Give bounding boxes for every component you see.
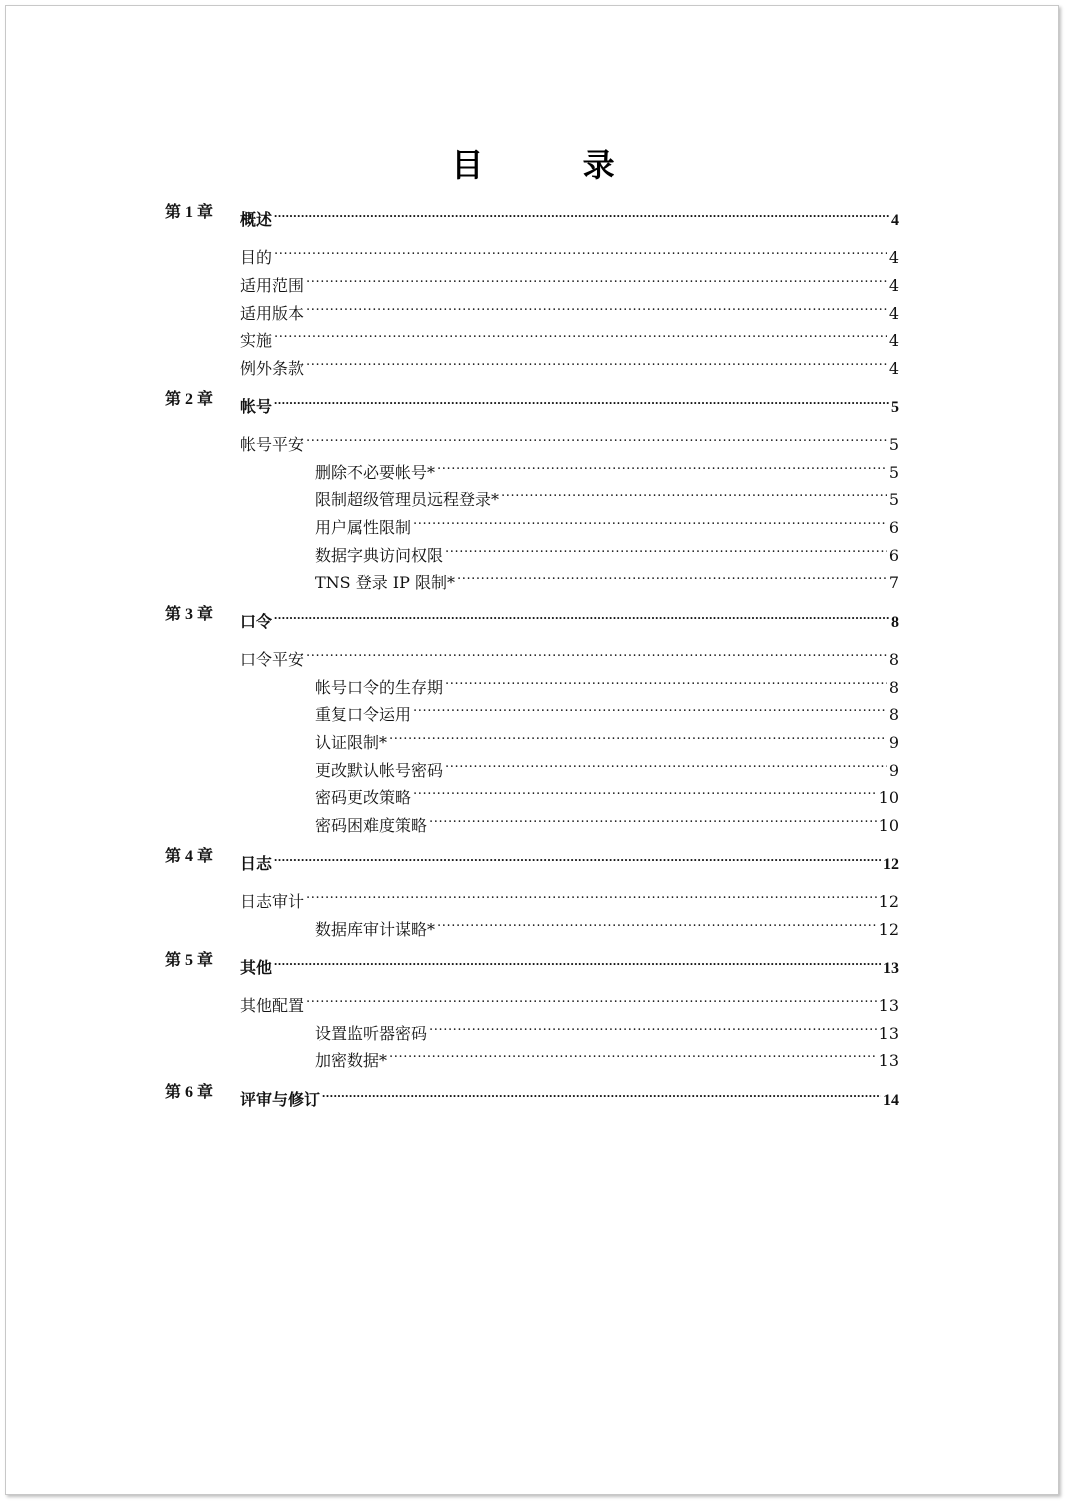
toc-subsection-entry[interactable]	[315, 1042, 899, 1070]
page-number: 4	[888, 304, 899, 323]
chapter-number: 第 6 章	[165, 1084, 214, 1101]
toc-chapter-entry[interactable]	[165, 201, 899, 229]
entry-label: 其他配置	[240, 996, 305, 1015]
entry-label: 帐号口令的生存期	[315, 678, 444, 697]
entry-label: 认证限制*	[315, 733, 388, 752]
dot-leader	[322, 1081, 881, 1105]
page-number: 13	[878, 996, 899, 1015]
dot-leader	[274, 949, 881, 973]
entry-label: 数据字典访问权限	[315, 546, 444, 565]
toc-title: 目 录	[451, 146, 659, 184]
toc-section-entry[interactable]	[240, 322, 899, 350]
entry-label: 数据库审计谋略*	[315, 920, 436, 939]
chapter-number: 第 5 章	[165, 952, 214, 969]
page-number: 8	[888, 650, 899, 669]
toc-subsection-entry[interactable]	[315, 454, 899, 482]
page-number: 4	[888, 331, 899, 350]
dot-leader	[389, 1042, 877, 1066]
toc-subsection-entry[interactable]	[315, 669, 899, 697]
page-number: 13	[878, 1051, 899, 1070]
entry-label: 例外条款	[240, 359, 305, 378]
dot-leader	[429, 1015, 877, 1039]
page-number: 12	[878, 892, 899, 911]
page-number: 4	[888, 276, 899, 295]
page-number: 6	[888, 518, 899, 537]
dot-leader	[413, 509, 887, 533]
page-number: 4	[891, 212, 899, 229]
chapter-number: 第 3 章	[165, 606, 214, 623]
chapter-number: 第 1 章	[165, 204, 214, 221]
toc-subsection-entry[interactable]	[315, 724, 899, 752]
entry-label: 用户属性限制	[315, 518, 412, 537]
toc-subsection-entry[interactable]	[315, 509, 899, 537]
dot-leader	[413, 779, 877, 803]
entry-label: 实施	[240, 331, 273, 350]
entry-label: 限制超级管理员远程登录*	[315, 490, 500, 509]
entry-label: 重复口令运用	[315, 705, 412, 724]
toc-section-entry[interactable]	[240, 426, 899, 454]
page-number: 5	[888, 463, 899, 482]
page-number: 8	[891, 614, 899, 631]
page-number: 10	[878, 788, 899, 807]
dot-leader	[429, 807, 877, 831]
dot-leader	[306, 426, 887, 450]
toc-chapter-entry[interactable]	[165, 388, 899, 416]
page-number: 8	[888, 705, 899, 724]
page-number: 8	[888, 678, 899, 697]
entry-label: 密码困难度策略	[315, 816, 428, 835]
toc-subsection-entry[interactable]	[315, 779, 899, 807]
dot-leader	[274, 603, 889, 627]
entry-label: 适用版本	[240, 304, 305, 323]
entry-label: 设置监听器密码	[315, 1024, 428, 1043]
toc-subsection-entry[interactable]	[315, 911, 899, 939]
entry-label: 其他	[240, 960, 273, 977]
toc-section-entry[interactable]	[240, 883, 899, 911]
toc-chapter-entry[interactable]	[165, 845, 899, 873]
toc-subsection-entry[interactable]	[315, 807, 899, 835]
dot-leader	[306, 641, 887, 665]
page-number: 9	[888, 733, 899, 752]
toc-section-entry[interactable]	[240, 987, 899, 1015]
toc-subsection-entry[interactable]	[315, 752, 899, 780]
toc-subsection-entry[interactable]	[315, 1015, 899, 1043]
document-page	[5, 5, 1059, 1495]
page-number: 4	[888, 248, 899, 267]
page-number: 9	[888, 761, 899, 780]
chapter-number: 第 2 章	[165, 391, 214, 408]
dot-leader	[445, 537, 887, 561]
dot-leader	[274, 239, 887, 263]
entry-label: 帐号	[240, 399, 273, 416]
toc-chapter-entry[interactable]	[165, 1081, 899, 1109]
toc-subsection-entry[interactable]	[315, 696, 899, 724]
entry-label: 日志审计	[240, 892, 305, 911]
entry-label: 口令平安	[240, 650, 305, 669]
toc-section-entry[interactable]	[240, 641, 899, 669]
toc-section-entry[interactable]	[240, 350, 899, 378]
dot-leader	[274, 201, 889, 225]
dot-leader	[306, 267, 887, 291]
entry-label: 评审与修订	[240, 1092, 321, 1109]
entry-label: 删除不必要帐号*	[315, 463, 436, 482]
entry-label: 加密数据*	[315, 1051, 388, 1070]
dot-leader	[274, 845, 881, 869]
toc-section-entry[interactable]	[240, 239, 899, 267]
page-number: 5	[888, 435, 899, 454]
toc-subsection-entry[interactable]	[315, 564, 899, 592]
toc-chapter-entry[interactable]	[165, 603, 899, 631]
entry-label: 密码更改策略	[315, 788, 412, 807]
entry-label: 目的	[240, 248, 273, 267]
dot-leader	[445, 752, 887, 776]
page-number: 12	[878, 920, 899, 939]
page-number: 10	[878, 816, 899, 835]
dot-leader	[274, 322, 887, 346]
toc-subsection-entry[interactable]	[315, 537, 899, 565]
entry-label: 帐号平安	[240, 435, 305, 454]
dot-leader	[306, 883, 877, 907]
toc-section-entry[interactable]	[240, 267, 899, 295]
page-number: 12	[883, 856, 899, 873]
dot-leader	[389, 724, 887, 748]
page-number: 7	[888, 573, 899, 592]
entry-label: 适用范围	[240, 276, 305, 295]
dot-leader	[274, 388, 889, 412]
entry-label: 口令	[240, 614, 273, 631]
entry-label: 更改默认帐号密码	[315, 761, 444, 780]
dot-leader	[437, 911, 877, 935]
entry-label: 概述	[240, 212, 273, 229]
dot-leader	[445, 669, 887, 693]
page-number: 4	[888, 359, 899, 378]
page-number: 5	[891, 399, 899, 416]
dot-leader	[501, 481, 887, 505]
page-number: 6	[888, 546, 899, 565]
dot-leader	[306, 350, 887, 374]
toc-chapter-entry[interactable]	[165, 949, 899, 977]
toc-section-entry[interactable]	[240, 295, 899, 323]
page-number: 13	[883, 960, 899, 977]
entry-label: TNS 登录 IP 限制*	[315, 573, 455, 592]
page-number: 13	[878, 1024, 899, 1043]
entry-label: 日志	[240, 856, 273, 873]
chapter-number: 第 4 章	[165, 848, 214, 865]
dot-leader	[306, 295, 887, 319]
page-number: 14	[883, 1092, 899, 1109]
toc-subsection-entry[interactable]	[315, 481, 899, 509]
dot-leader	[437, 454, 887, 478]
dot-leader	[306, 987, 877, 1011]
page-number: 5	[888, 490, 899, 509]
dot-leader	[413, 696, 887, 720]
dot-leader	[457, 564, 887, 588]
